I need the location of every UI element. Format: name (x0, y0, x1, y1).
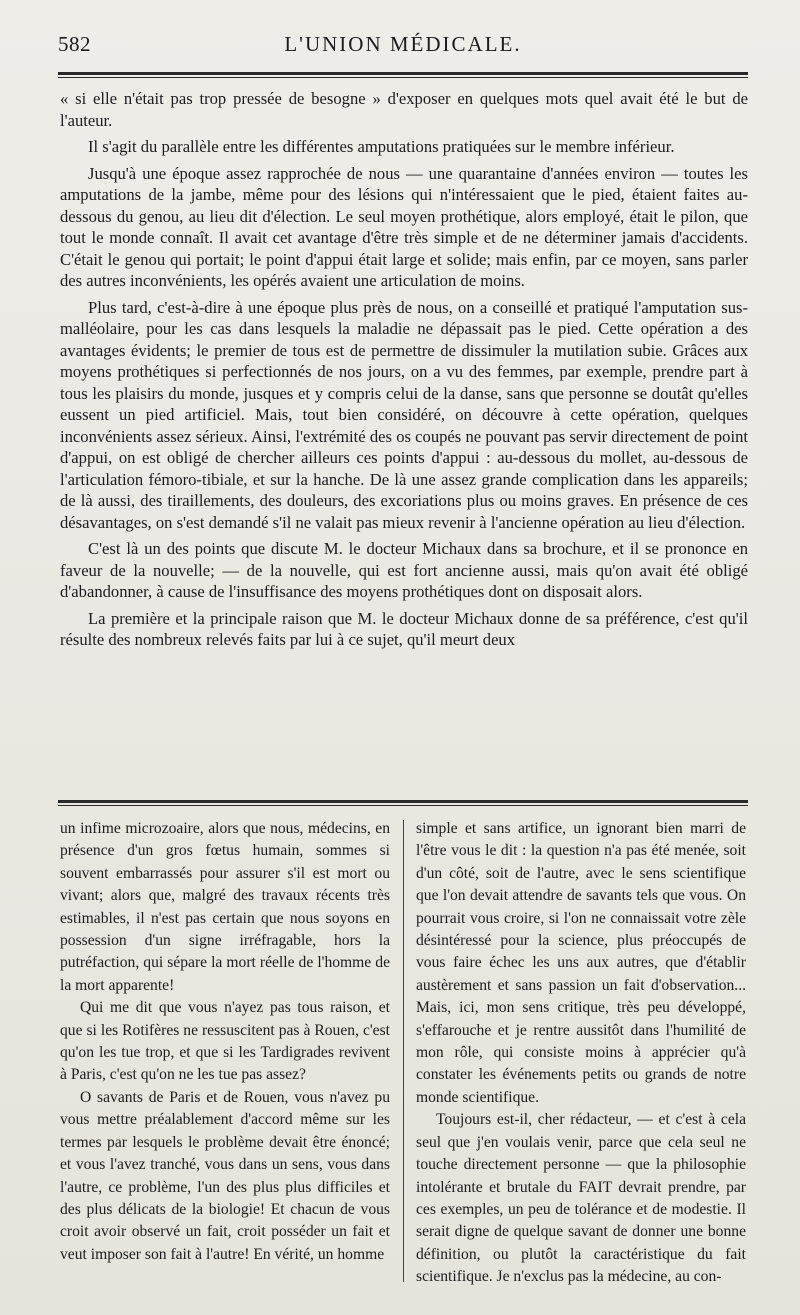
feuilleton-columns (60, 818, 750, 1288)
column-paragraph: Qui me dit que vous n'ayez pas tous raison, et que si les Rotifères ne ressuscitent pas à Rouen, c'est qu'on les tue trop, et que si les Tardigrades revivent à Paris, c'est qu'on ne les tue pas assez? (60, 999, 390, 1084)
header-rule-thin (58, 77, 748, 78)
column-divider (403, 820, 404, 1282)
right-column (416, 818, 746, 1289)
article-paragraph: C'est là un des points que discute M. le docteur Michaux dans sa brochure, et il se prononce en faveur de la nouvelle; — de la nouvelle, qui est fort ancienne aussi, mais qu'on avait été obligé d'abandonner, à cause de l'insuffisance des moyens prothétiques dont on disposait alors. (60, 539, 748, 601)
main-article (60, 88, 748, 656)
column-paragraph: un infime microzoaire, alors que nous, médecins, en présence d'un gros fœtus humain, sommes si souvent embarrassés pour assurer s'il est mort ou vivant; alors que, malgré des travaux récents très estimables, il n'est pas certain que nous soyons en possession d'un signe irréfragable, hors la putréfaction, qui sépare la mort réelle de l'homme de la mort apparente! (60, 820, 390, 994)
article-paragraph: « si elle n'était pas trop pressée de besogne » d'exposer en quelques mots quel avait été le but de l'auteur. (60, 89, 748, 130)
feuilleton-rule-thin (58, 805, 748, 806)
article-paragraph: Il s'agit du parallèle entre les différentes amputations pratiquées sur le membre inférieur. (88, 137, 675, 156)
feuilleton-rule (58, 800, 748, 803)
column-paragraph: simple et sans artifice, un ignorant bien marri de l'être vous le dit : la question n'a pas été menée, soit d'un côté, soit de l'autre, avec le sens scientifique que l'on devait attendre de savants tels que vous. On pourrait vous croire, si l'on ne connaissait votre zèle désintéressé pour la science, plus préoccupés de vous faire échec les uns aux autres, que d'établir austèrement et sans passion un fait d'observation... Mais, ici, mon sens critique, très peu développé, s'effarouche et je rentre aussitôt dans l'humilité de mon rôle, qui consiste moins à apprécier qu'à constater les événements petits ou grands de notre monde scientifique. (416, 820, 746, 1106)
column-paragraph: O savants de Paris et de Rouen, vous n'avez pu vous mettre préalablement d'accord même sur les termes par lesquels le problème devait être énoncé; et vous l'avez tranché, vous dans un sens, vous dans l'autre, ce problème, l'un des plus plus difficiles et des plus délicats de la biologie! Et chacun de vous croit avoir observé un fait, croit posséder un fait et veut imposer son fait à l'autre! En vérité, un homme (60, 1088, 390, 1263)
page-header (58, 32, 748, 62)
article-paragraph: La première et la principale raison que M. le docteur Michaux donne de sa préférence, c'est qu'il résulte des nombreux relevés faits par lui à ce sujet, qu'il meurt deux (60, 608, 748, 649)
left-column (60, 818, 390, 1266)
header-rule (58, 72, 748, 75)
journal-title: L'UNION MÉDICALE. (284, 32, 522, 56)
column-paragraph: Toujours est-il, cher rédacteur, — et c'est à cela seul que j'en voulais venir, parce que cela seul ne touche directement personne — que la philosophie intolérante et brutale du FAIT devrait prendre, par ces exemples, un peu de tolérance et de modestie. Il serait digne de quelque savant de donner une bonne définition, ou plutôt la caractéristique du fait scientifique. Je n'exclus pas la médecine, au con- (416, 1111, 746, 1286)
article-paragraph: Plus tard, c'est-à-dire à une époque plus près de nous, on a conseillé et pratiqué l'amputation sus-malléolaire, pour les cas dans lesquels la maladie ne dépassait pas le pied. Cette opération a des avantages évidents; le premier de tous est de permettre de dissimuler la mutilation subie. Grâces aux moyens prothétiques si perfectionnés de nos jours, on a vu des femmes, par exemple, prendre part à tous les plaisirs du monde, jusques et y compris celui de la danse, sans que personne se doutât qu'elles eussent un pied artificiel. Mais, tout bien considéré, on découvre à cette opération, quelques inconvénients assez sérieux. Ainsi, l'extrémité des os coupés ne pouvant pas servir directement de point d'appui, on est obligé de chercher ailleurs ces points d'appui : au-dessous du mollet, au-dessous de l'articulation fémoro-tibiale, et sur la hanche. De là une assez grande complication dans les appareils; de là aussi, des tiraillements, des douleurs, des excoriations plus ou moins graves. En présence de ces désavantages, on s'est demandé s'il ne valait pas mieux revenir à l'ancienne opération au lieu d'élection. (60, 297, 748, 532)
page-number: 582 (58, 32, 91, 56)
article-paragraph: Jusqu'à une époque assez rapprochée de nous — une quarantaine d'années environ — toutes les amputations de la jambe, même pour des lésions qui n'intéressaient que le pied, étaient faites au-dessous du genou, au lieu dit d'élection. Le seul moyen prothétique, alors employé, était le pilon, que tout le monde connaît. Il avait cet avantage d'être très simple et de ne déterminer jamais d'accidents. C'était le genou qui portait; le point d'appui était large et solide; mais enfin, par ce moyen, sans parler des autres inconvénients, les opérés avaient une articulation de moins. (60, 163, 748, 290)
